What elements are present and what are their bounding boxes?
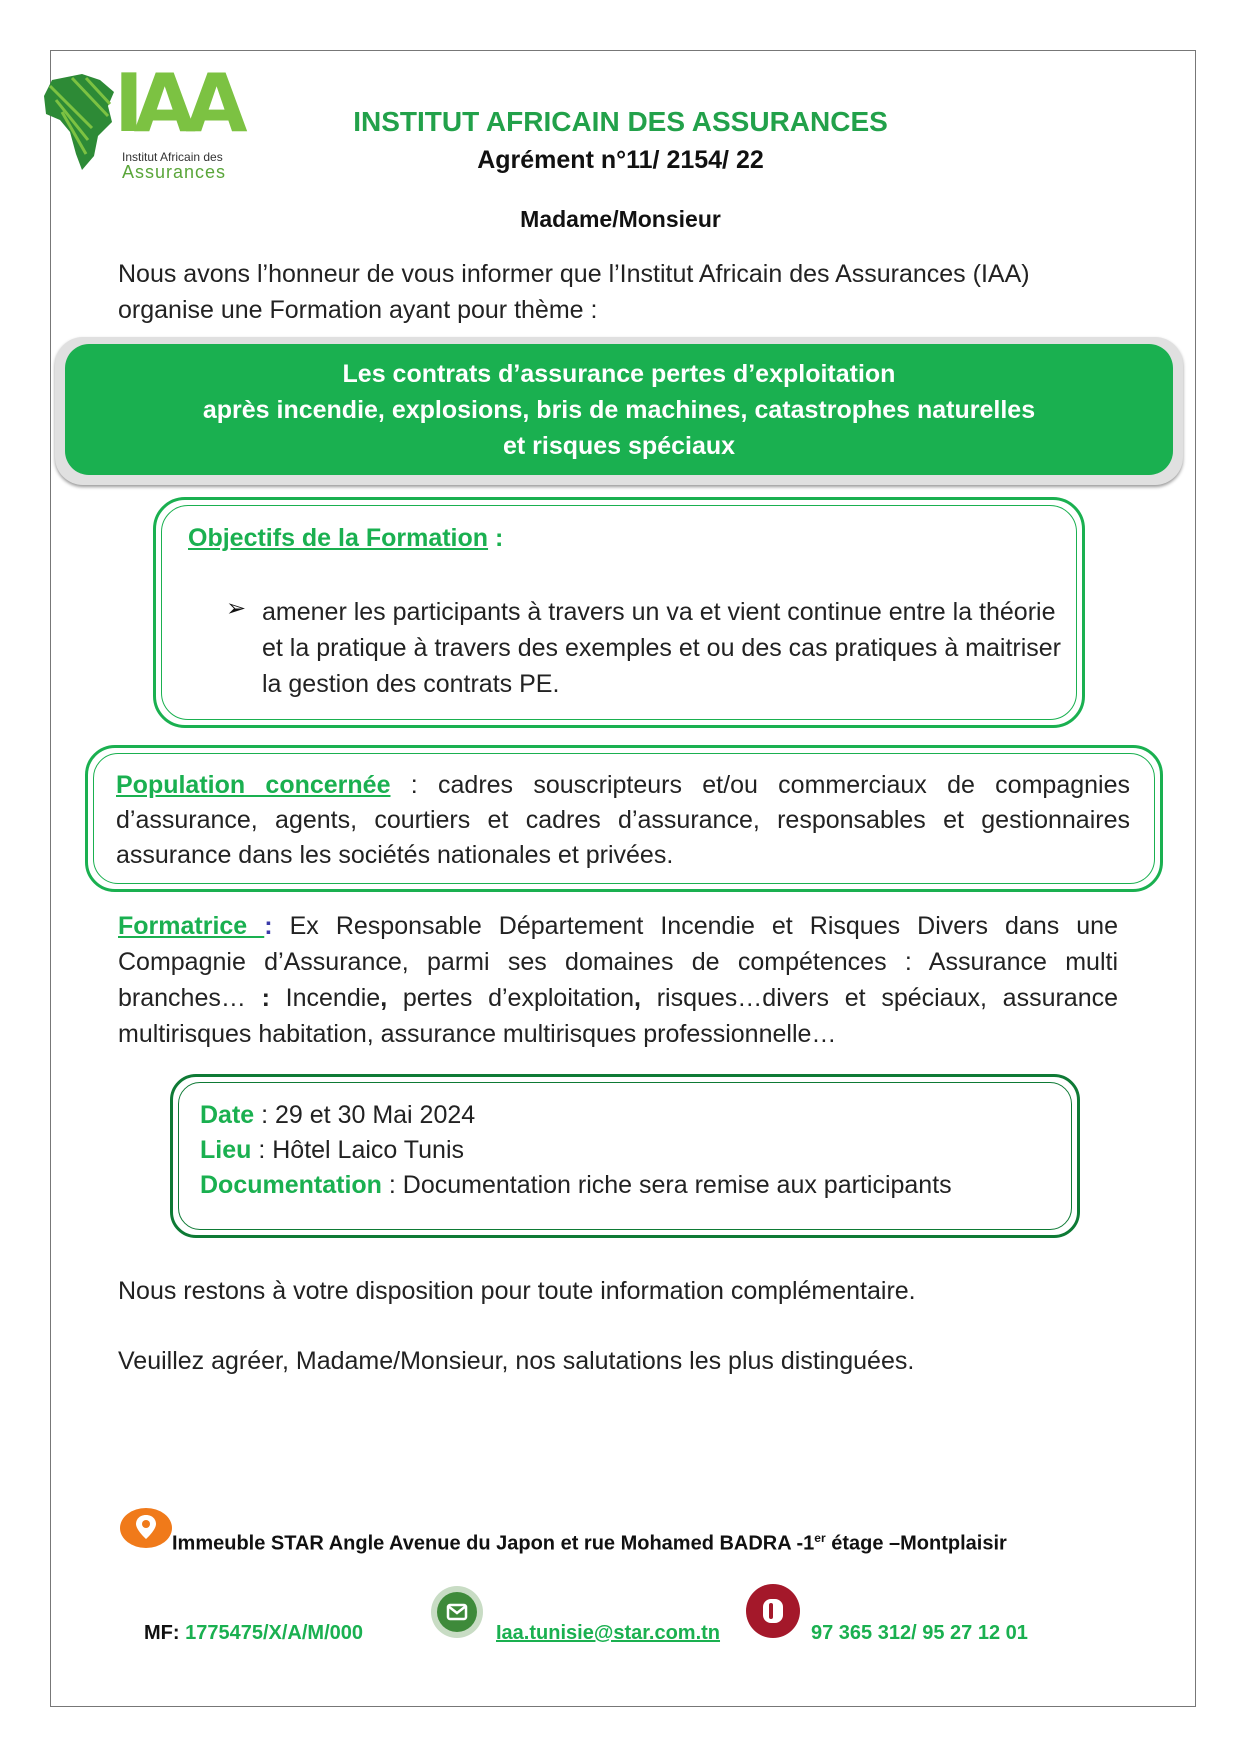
formatrice-colon-2: : — [261, 984, 270, 1012]
logo-acronym: IAA — [114, 57, 238, 150]
formatrice-text-b: Incendie — [269, 984, 381, 1012]
arrow-bullet-icon: ➢ — [226, 595, 247, 622]
agrement-number: Agrément n°11/ 2154/ 22 — [477, 146, 764, 174]
logo-subtitle-1: Institut Africain des — [122, 150, 223, 164]
tax-id-label: MF: — [144, 1622, 186, 1644]
intro-paragraph: Nous avons l’honneur de vous informer que l’Institut Africain des Assurances (IAA) organise une Formation ayant pour thème : — [118, 260, 1030, 324]
formatrice-label: Formatrice — [118, 912, 265, 940]
lieu-line — [200, 1133, 952, 1168]
details-lines — [200, 1098, 952, 1203]
address-part-1: Immeuble STAR Angle Avenue du Japon et rue Mohamed BADRA -1 — [172, 1532, 815, 1555]
objectives-bullet: amener les participants à travers un va et vient continue entre la théorie et la pratique à travers des exemples et ou des cas pratiques à maitriser la gestion des contrats PE. — [262, 598, 1062, 698]
email-link[interactable]: Iaa.tunisie@star.com.tn — [496, 1622, 721, 1644]
logo-subtitle-2: Assurances — [122, 162, 227, 182]
location-pin-icon — [119, 1506, 173, 1550]
formatrice-comma-2: , — [634, 984, 641, 1012]
address — [172, 1531, 1007, 1556]
tax-id — [144, 1622, 363, 1645]
salutation: Madame/Monsieur — [520, 206, 721, 232]
address-floor-suffix: er — [814, 1531, 826, 1545]
date-label: Date — [200, 1101, 255, 1129]
formatrice-text-a: Ex Responsable Département Incendie et Risques Divers dans une Compagnie d’Assurance, parmi ses domaines de compétences : Assurance multi branches… — [118, 912, 1118, 1012]
theme-line-3: et risques spéciaux — [502, 431, 736, 460]
formatrice-colon: : — [264, 912, 273, 940]
documentation-value: : Documentation riche sera remise aux participants — [381, 1171, 952, 1199]
email-icon — [430, 1585, 484, 1639]
population-text: : cadres souscripteurs et/ou commerciaux de compagnies d’assurance, agents, courtiers et cadres d’assurance, responsables et gestionnaires assurance dans les sociétés nationales et privées. — [116, 771, 1130, 868]
objectives-label: Objectifs de la Formation — [188, 524, 489, 552]
date-line — [200, 1098, 952, 1133]
theme-line-1: Les contrats d’assurance pertes d’exploitation — [342, 359, 896, 388]
date-value: : 29 et 30 Mai 2024 — [254, 1101, 476, 1129]
documentation-label: Documentation — [200, 1171, 382, 1199]
closing-line-2: Veuillez agréer, Madame/Monsieur, nos salutations les plus distinguées. — [118, 1347, 915, 1375]
objectives-colon: : — [488, 524, 504, 552]
formatrice-text-d: risques…divers et spéciaux, assurance multirisques habitation, assurance multirisques professionnelle… — [118, 984, 1119, 1048]
closing-line-1: Nous restons à votre disposition pour toute information complémentaire. — [118, 1277, 916, 1305]
formatrice-paragraph — [118, 908, 1118, 1052]
theme-line-2: après incendie, explosions, bris de machines, catastrophes naturelles — [202, 395, 1036, 424]
theme-banner — [65, 344, 1173, 475]
formatrice-text-c: pertes d’exploitation — [387, 984, 635, 1012]
address-part-2: étage –Montplaisir — [825, 1532, 1007, 1555]
lieu-label: Lieu — [200, 1136, 252, 1164]
formatrice-comma-1: , — [380, 984, 388, 1012]
tax-id-value: 1775475/X/A/M/000 — [185, 1622, 363, 1644]
population-label: Population concernée — [116, 771, 391, 799]
org-name: INSTITUT AFRICAIN DES ASSURANCES — [353, 106, 888, 137]
population-paragraph — [116, 768, 1130, 868]
lieu-value: : Hôtel Laico Tunis — [251, 1136, 465, 1164]
objectives-heading — [188, 524, 503, 553]
documentation-line — [200, 1168, 952, 1203]
phone-numbers: 97 365 312/ 95 27 12 01 — [811, 1622, 1028, 1644]
phone-icon — [745, 1583, 801, 1639]
